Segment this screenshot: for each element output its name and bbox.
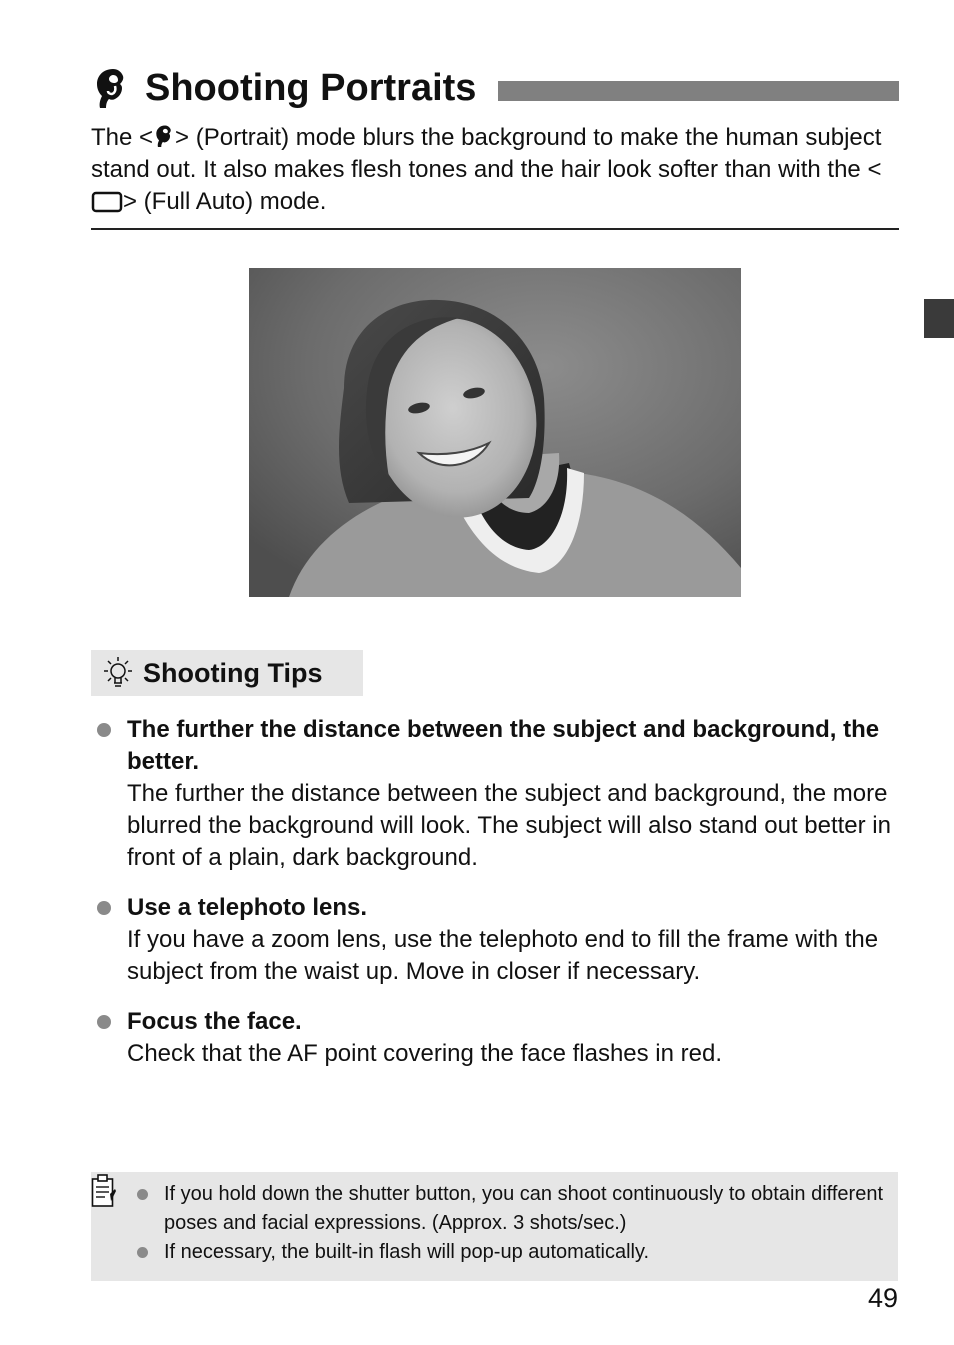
chapter-thumb-tab [924,299,954,338]
memo-icon [91,1174,117,1208]
tip-heading: Focus the face. [127,1008,302,1035]
portrait-mode-icon [153,123,175,149]
bullet-icon [137,1189,148,1200]
tip-heading: Use a telephoto lens. [127,894,368,921]
tip-item [91,714,901,874]
title-bar [498,81,899,101]
intro-text-3: > (Full Auto) mode. [123,188,327,215]
tip-body: Check that the AF point covering the face flashes in red. [127,1040,723,1067]
shooting-tips-title: Shooting Tips [143,657,323,688]
portrait-mode-icon [91,66,131,110]
page-title: Shooting Portraits [145,66,477,109]
note-text: If you hold down the shutter button, you can shoot continuously to obtain different poses and facial expressions. (Approx. 3 shots/sec.) [164,1183,884,1234]
tip-item [91,892,901,988]
bullet-icon [97,1015,111,1029]
tip-body: The further the distance between the subject and background, the more blurred the background will look. The subject will also stand out better in front of a plain, dark background. [127,780,891,871]
bullet-icon [97,901,111,915]
intro-paragraph [91,122,901,218]
tip-body: If you have a zoom lens, use the telephoto end to fill the frame with the subject from the waist up. Move in closer if necessary. [127,926,879,985]
note-item [137,1238,887,1267]
full-auto-mode-icon [91,191,123,213]
light-bulb-icon [99,654,137,692]
shooting-tips-header [91,650,363,696]
tip-heading: The further the distance between the subject and background, the better. [127,716,880,775]
page-number: 49 [867,1283,898,1313]
tip-item [91,1006,901,1070]
section-divider [91,228,899,230]
note-text: If necessary, the built-in flash will pop-up automatically. [164,1241,650,1263]
bullet-icon [97,723,111,737]
title-row [91,64,899,112]
notes-box [91,1172,898,1281]
bullet-icon [137,1247,148,1258]
note-item [137,1180,887,1238]
portrait-photo [249,268,741,597]
intro-text-1: The < [91,124,154,151]
intro-text-2: > (Portrait) mode blurs the background to make the human subject stand out. It also makes flesh tones and the hair look softer than with the < [91,124,882,183]
